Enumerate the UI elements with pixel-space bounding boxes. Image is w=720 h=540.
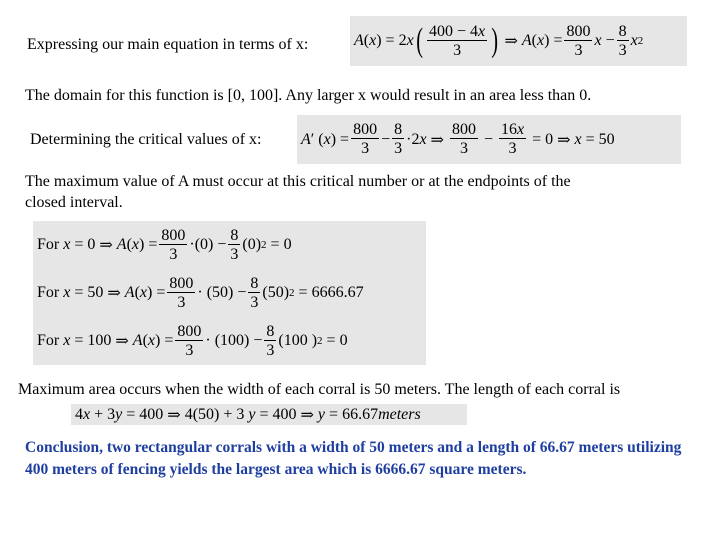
domain-text: The domain for this function is [0, 100]. Any larger x would result in an area less than 0. [25,87,592,104]
length-equation: 4 x + 3 y = 400 ⇒ 4 ( 50 ) + 3 y = 400 ⇒ y = 66.67 meters [71,404,467,425]
eval-row-50: For x = 50 ⇒ A ( x ) = $\frac{800}{3}$ · ( 50 ) − $\frac{8}{3}$ ( 50 ) 2 = 6666.67 [37,274,364,311]
eval-row-0: For x = 0 ⇒ A ( x ) = $\frac{800}{3}$ ·( 0 ) − $\frac{8}{3}$ ( 0 ) 2 = 0 [37,226,292,263]
max-text-1: The maximum value of A must occur at this critical number or at the endpoints of the [25,173,571,190]
max-area-text: Maximum area occurs when the width of each corral is 50 meters. The length of each corral is [18,381,621,398]
critical-label: Determining the critical values of x: [30,131,262,148]
intro-text: Expressing our main equation in terms of x: [27,36,309,53]
derivative-equation: A ′ ( x ) = $\frac{800}{3}$ − $\frac{8}{3}$ · 2 x ⇒ $\frac{800}{3}$ − $\frac{16x}{3}$ = 0 ⇒ x = 50 [297,115,681,164]
conclusion-text: Conclusion, two rectangular corrals with a width of 50 meters and a length of 66.67 meters utilizing 400 meters of fencing yields the largest area which is 6666.67 square meters. [25,439,682,478]
area-equation: A ( x ) = 2 x ( $\frac{400 - 4x}{3}$ ) ⇒ A ( x ) = $\frac{800}{3}$ x − $\frac{8}{3}$ x 2 [350,16,687,66]
evaluation-box [33,221,426,365]
max-text-2: closed interval. [25,194,123,211]
eval-row-100: For x = 100 ⇒ A ( x ) = $\frac{800}{3}$ · ( 100 ) − $\frac{8}{3}$ ( 100 ) 2 = 0 [37,322,348,359]
